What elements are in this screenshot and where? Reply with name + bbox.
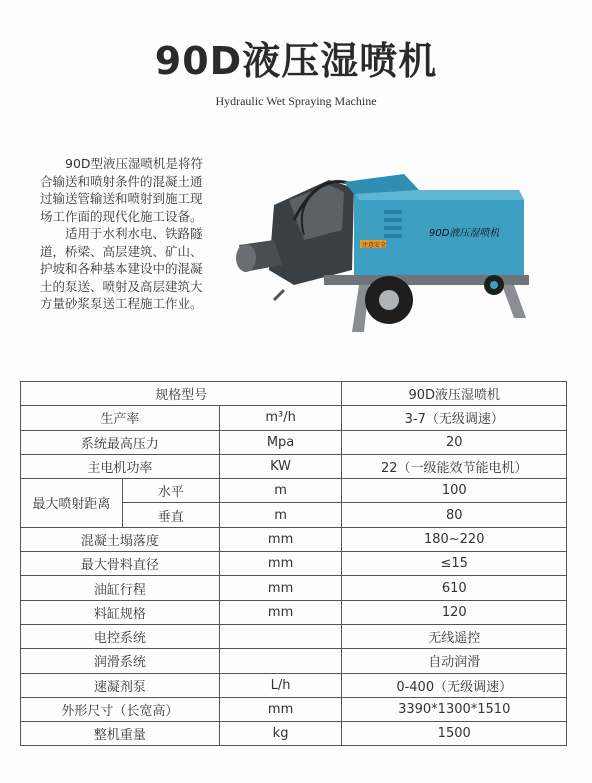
table-cell: Mpa xyxy=(219,430,342,454)
table-cell: 垂直 xyxy=(122,503,219,527)
table-cell: 最大骨料直径 xyxy=(21,552,220,576)
table-cell: 610 xyxy=(342,576,567,600)
machine-label: 90D液压湿喷机 xyxy=(429,228,500,239)
description-paragraph: 90D型液压湿喷机是将符合输送和喷射条件的混凝土通过输送管输送和喷射到施工现场工作面的现代化施工设备。 xyxy=(40,156,204,224)
table-cell: m xyxy=(219,479,342,503)
table-cell xyxy=(219,649,342,673)
specs-table xyxy=(20,381,567,746)
table-cell: 自动润滑 xyxy=(342,649,567,673)
table-cell: 整机重量 xyxy=(21,722,220,746)
table-row xyxy=(21,406,567,430)
table-cell: mm xyxy=(219,576,342,600)
table-row xyxy=(21,649,567,673)
table-row xyxy=(21,430,567,454)
table-row xyxy=(21,722,567,746)
table-row xyxy=(21,697,567,721)
table-cell: 生产率 xyxy=(21,406,220,430)
table-row xyxy=(21,454,567,478)
table-cell: mm xyxy=(219,697,342,721)
table-cell: 0-400（无级调速） xyxy=(342,673,567,697)
table-cell: 规格型号 xyxy=(21,382,342,406)
plate-label: 注意安全 xyxy=(362,242,387,249)
table-cell: 主电机功率 xyxy=(21,454,220,478)
table-cell: 水平 xyxy=(122,479,219,503)
table-cell: L/h xyxy=(219,673,342,697)
table-cell: 电控系统 xyxy=(21,624,220,648)
table-cell: 180~220 xyxy=(342,527,567,551)
machine-image xyxy=(234,160,534,340)
table-row xyxy=(21,527,567,551)
table-cell: 速凝剂泵 xyxy=(21,673,220,697)
table-row xyxy=(21,382,567,406)
table-cell: kg xyxy=(219,722,342,746)
table-cell: 22（一级能效节能电机） xyxy=(342,454,567,478)
description xyxy=(40,155,212,313)
table-cell: mm xyxy=(219,552,342,576)
table-cell: 外形尺寸（长宽高） xyxy=(21,697,220,721)
table-cell: 混凝土塌落度 xyxy=(21,527,220,551)
table-cell: 90D液压湿喷机 xyxy=(342,382,567,406)
table-cell: mm xyxy=(219,600,342,624)
table-cell: 20 xyxy=(342,430,567,454)
table-row xyxy=(21,552,567,576)
table-cell: 80 xyxy=(342,503,567,527)
table-cell xyxy=(219,624,342,648)
table-cell: 3-7（无级调速） xyxy=(342,406,567,430)
description-paragraph: 适用于水利水电、铁路隧道，桥梁、高层建筑、矿山、护坡和各种基本建设中的混凝土的泵送、喷射及高层建筑大方量砂浆泵送工程施工作业。 xyxy=(40,226,203,311)
table-cell: 3390*1300*1510 xyxy=(342,697,567,721)
table-row xyxy=(21,479,567,503)
table-row xyxy=(21,624,567,648)
table-row xyxy=(21,600,567,624)
table-cell: 无线遥控 xyxy=(342,624,567,648)
table-row xyxy=(21,673,567,697)
table-cell: ≤15 xyxy=(342,552,567,576)
table-cell: 120 xyxy=(342,600,567,624)
table-row xyxy=(21,576,567,600)
table-cell: mm xyxy=(219,527,342,551)
table-cell: 料缸规格 xyxy=(21,600,220,624)
table-cell: KW xyxy=(219,454,342,478)
table-cell: 最大喷射距离 xyxy=(21,479,123,528)
table-cell: m xyxy=(219,503,342,527)
table-cell: 油缸行程 xyxy=(21,576,220,600)
table-cell: 润滑系统 xyxy=(21,649,220,673)
page-subtitle: Hydraulic Wet Spraying Machine xyxy=(215,94,377,108)
page-title: 90D液压湿喷机 xyxy=(154,39,438,83)
table-cell: 100 xyxy=(342,479,567,503)
table-cell: 1500 xyxy=(342,722,567,746)
table-cell: 系统最高压力 xyxy=(21,430,220,454)
table-cell: m³/h xyxy=(219,406,342,430)
